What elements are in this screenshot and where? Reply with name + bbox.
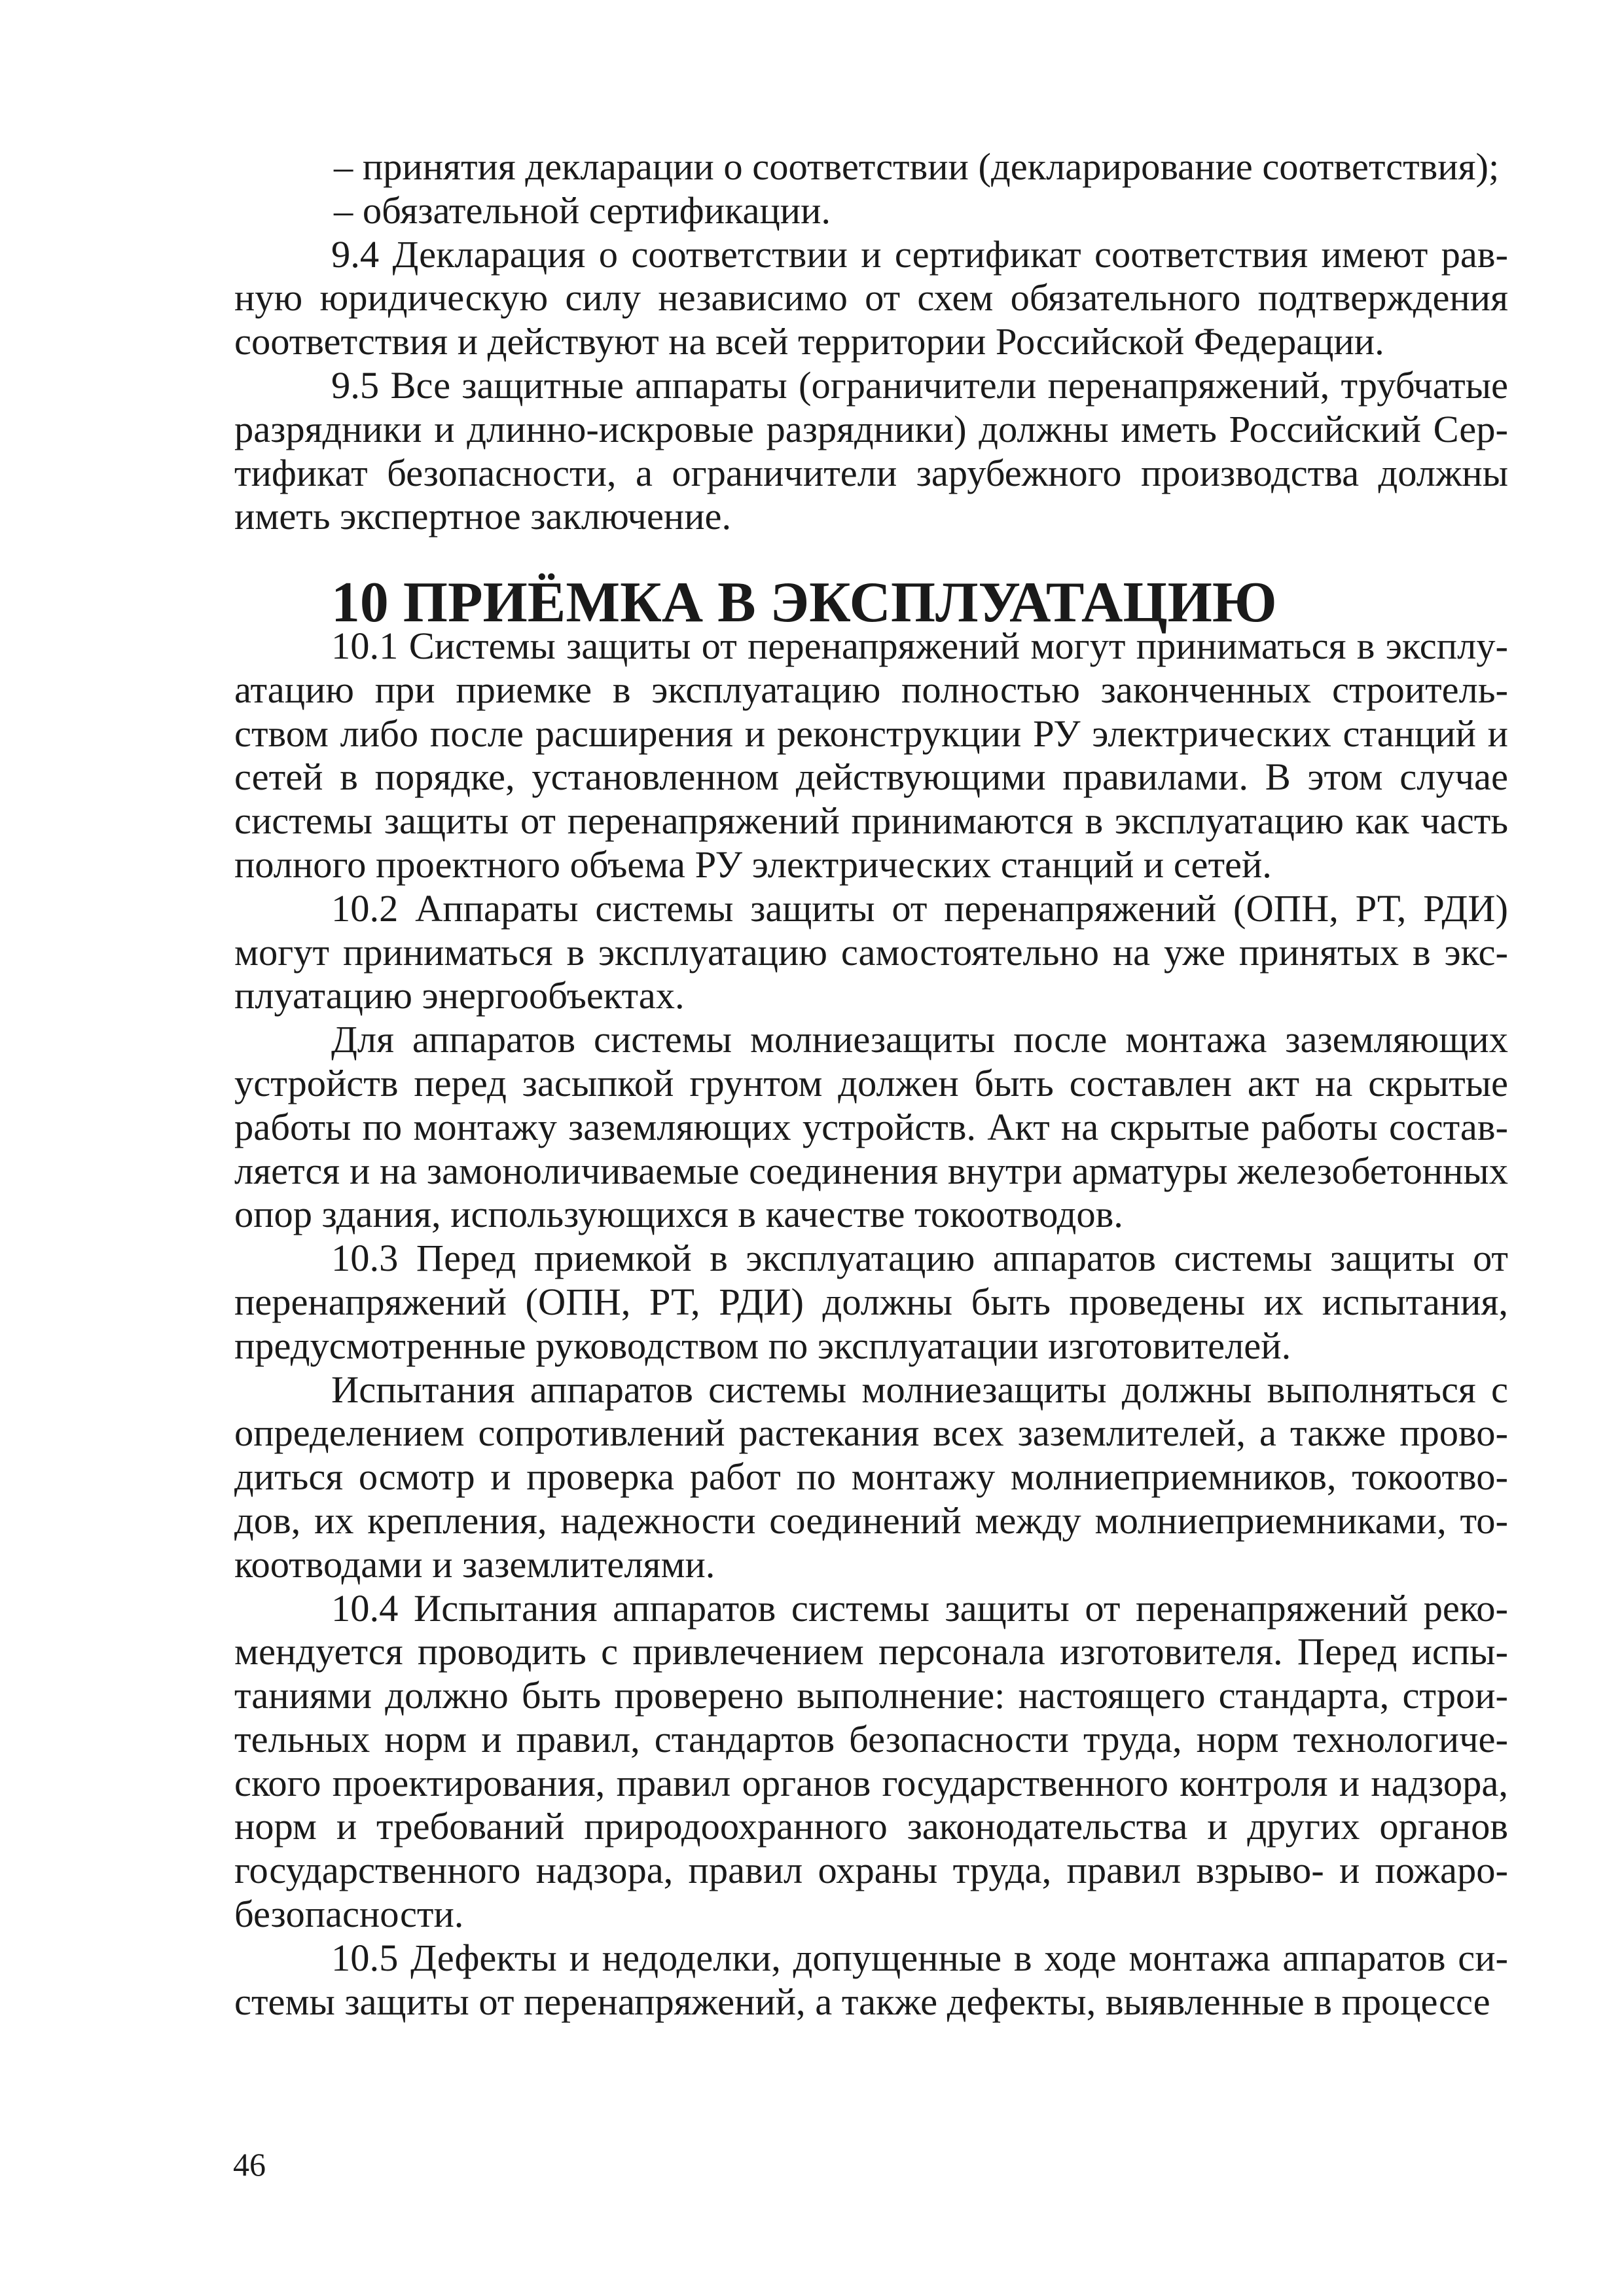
- paragraph-10-4: 10.4 Испытания аппаратов системы защиты от перенапряжений рекомендуется проводить с привлечением персонала изготовителя. Перед испытаниями должно быть проверено выполнение: настоящего стандарта, строительных норм и правил, стандартов безопасности труда, норм технологического проектирования, правил органов государственного контроля и надзора, норм и требований природоохранного законодательства и других органов государственного надзора, правил охраны труда, правил взрыво- и пожаробезопасности.: [234, 1586, 1508, 1936]
- paragraph-10-2: 10.2 Аппараты системы защиты от перенапряжений (ОПН, РТ, РДИ) могут приниматься в эксплуатацию самостоятельно на уже принятых в эксплуатацию энергообъектах.: [234, 886, 1508, 1017]
- body-text: [234, 145, 1508, 2024]
- paragraph-lightning-grounding-act: Для аппаратов системы молниезащиты после монтажа заземляющих устройств перед засыпкой грунтом должен быть составлен акт на скрытые работы по монтажу заземляющих устройств. Акт на скрытые работы составляется и на замоноличиваемые соединения внутри арматуры железобетонных опор здания, использующихся в качестве токоотводов.: [234, 1018, 1508, 1236]
- paragraph-lightning-tests: Испытания аппаратов системы молниезащиты должны выполняться с определением сопротивлений растекания всех заземлителей, а также проводиться осмотр и проверка работ по монтажу молниеприемников, токоотводов, их крепления, надежности соединений между молниеприемниками, токоотводами и заземлителями.: [234, 1368, 1508, 1586]
- page-number: 46: [233, 2146, 266, 2183]
- paragraph-10-5: 10.5 Дефекты и недоделки, допущенные в ходе монтажа аппаратов системы защиты от перенапряжений, а также дефекты, выявленные в процессе: [234, 1936, 1508, 2023]
- list-item-certification: – обязательной сертификации.: [334, 189, 831, 232]
- section-heading-10: 10 ПРИЁМКА В ЭКСПЛУАТАЦИЮ: [331, 570, 1277, 634]
- paragraph-10-3: 10.3 Перед приемкой в эксплуатацию аппаратов системы защиты от перенапряжений (ОПН, РТ, РДИ) должны быть проведены их испытания, предусмотренные руководством по эксплуатации изготовителей.: [234, 1237, 1508, 1367]
- list-item-declaration: – принятия декларации о соответствии (декларирование соответствия);: [334, 145, 1500, 188]
- paragraph-10-1: 10.1 Системы защиты от перенапряжений могут приниматься в эксплуатацию при приемке в эксплуатацию полностью законченных строительством либо после расширения и реконструкции РУ электрических станций и сетей в порядке, установленном действующими правилами. В этом случае системы защиты от перенапряжений принимаются в эксплуатацию как часть полного проектного объема РУ электрических станций и сетей.: [234, 624, 1508, 886]
- paragraph-9-5: 9.5 Все защитные аппараты (ограничители перенапряжений, трубчатые разрядники и длинно-искровые разрядники) должны иметь Российский Сертификат безопасности, а ограничители зарубежного производства должны иметь экспертное заключение.: [234, 363, 1508, 538]
- paragraph-9-4: 9.4 Декларация о соответствии и сертификат соответствия имеют равную юридическую силу независимо от схем обязательного подтверждения соответствия и действуют на всей территории Российской Федерации.: [234, 232, 1508, 363]
